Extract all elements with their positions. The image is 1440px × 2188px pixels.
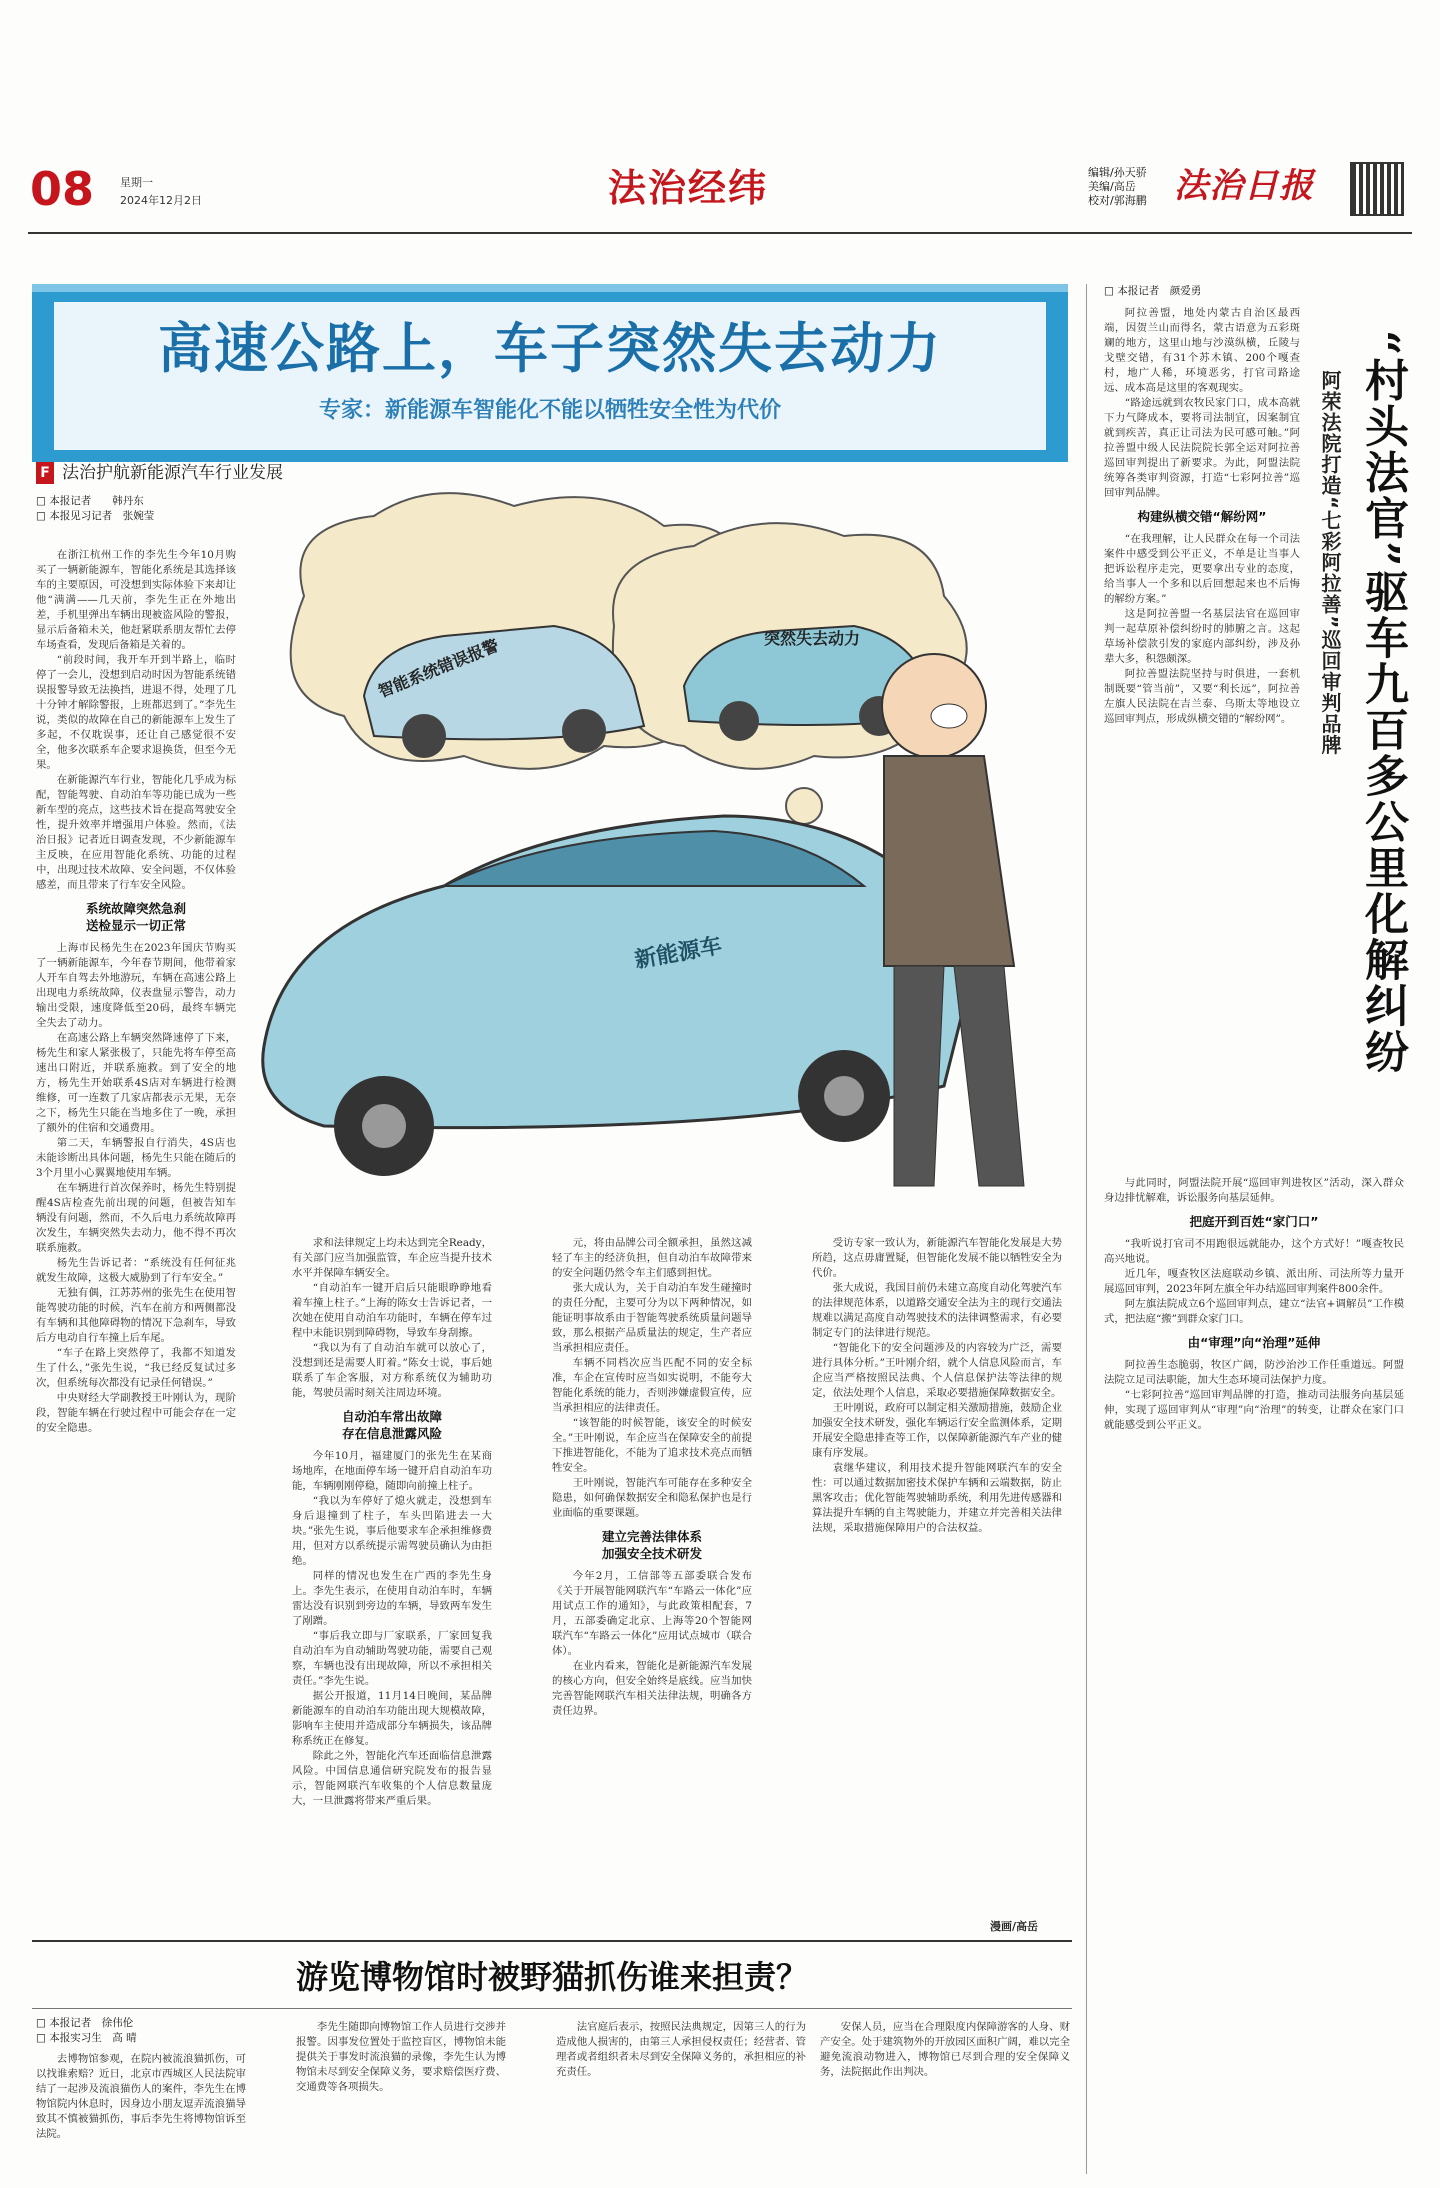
lead-subheading-3: 建立完善法律体系 加强安全技术研发 — [601, 1529, 702, 1561]
lead-subheading-2: 自动泊车常出故障 存在信息泄露风险 — [341, 1409, 442, 1441]
bottom-title-rule — [32, 2008, 1072, 2009]
cartoon-illustration — [244, 486, 1068, 1226]
sidebar-subheading-3: 由“审理”向“治理”延伸 — [1187, 1335, 1321, 1350]
sidebar-subheading-1: 构建纵横交错“解纷网” — [1137, 509, 1267, 524]
sidebar-byline: □ 本报记者 颜爱勇 — [1104, 285, 1202, 297]
paragraph: 阿拉善生态脆弱，牧区广阔，防沙治沙工作任重道远。阿盟法院立足司法职能，加大生态环境司法保护力度。 — [1104, 1359, 1404, 1386]
bottom-col2 — [296, 2020, 506, 2182]
page-number: 08 — [30, 162, 95, 216]
paragraph: 上海市民杨先生在2023年国庆节购买了一辆新能源车，今年春节期间，他带着家人开车自驾去外地游玩，车辆在高速公路上出现电力系统故障，仪表盘显示警告，动力输出受限，速度降低至20码，最终车辆完全失去了动力。 — [36, 942, 236, 1029]
qr-code — [1350, 162, 1404, 216]
lead-title-inner — [54, 302, 1046, 450]
editor-credit: 编辑/孙天骄 — [1088, 166, 1147, 179]
header-staff — [1088, 166, 1147, 208]
paragraph: “我听说打官司不用跑很远就能办，这个方式好！”嘎查牧民高兴地说。 — [1104, 1238, 1404, 1265]
bottom-byline-2: □ 本报实习生 高 晴 — [36, 2032, 137, 2044]
paragraph: 除此之外，智能化汽车还面临信息泄露风险。中国信息通信研究院发布的报告显示，智能网联汽车收集的个人信息数量庞大，一旦泄露将带来严重后果。 — [292, 1750, 492, 1807]
sidebar-subtitle: 阿荣法院打造“七彩阿拉善”巡回审判品牌 — [1318, 370, 1342, 756]
masthead-logo: 法治日报 — [1174, 166, 1314, 206]
bottom-col1 — [36, 2052, 246, 2182]
paragraph: 安保人员，应当在合理限度内保障游客的人身、财产安全。处于建筑物外的开放园区面积广阔，难以完全避免流浪动物进入，博物馆已尽到合理的安全保障义务，法院据此作出判决。 — [820, 2021, 1070, 2078]
paragraph: 与此同时，阿盟法院开展“巡回审判进牧区”活动，深入群众身边排忧解难，诉讼服务向基层延伸。 — [1104, 1177, 1404, 1204]
bottom-title: 游览博物馆时被野猫抓伤谁来担责？ — [295, 1958, 808, 1996]
paragraph: 今年10月，福建厦门的张先生在某商场地库，在地面停车场一键开启自动泊车功能，车辆刚刚停稳，随即向前撞上柱子。 — [292, 1450, 492, 1492]
bottom-rule — [32, 1940, 1072, 1942]
bottom-col4 — [820, 2020, 1070, 2182]
paragraph: “我以为有了自动泊车就可以放心了，没想到还是需要人盯着。”陈女士说，事后她联系了车企客服，对方称系统仅为辅助功能，驾驶员需时刻关注周边环境。 — [292, 1342, 492, 1399]
bubble-right-label: 突然失去动力 — [764, 629, 861, 648]
paragraph: 李先生随即向博物馆工作人员进行交涉并报警。因事发位置处于监控盲区，博物馆未能提供关于事发时流浪猫的录像，李先生认为博物馆未尽到安全保障义务，要求赔偿医疗费、交通费等各项损失。 — [296, 2021, 506, 2093]
paragraph: 在高速公路上车辆突然降速停了下来，杨先生和家人紧张极了，只能先将车停至高速出口附近，并联系施救。到了安全的地方，杨先生开始联系4S店对车辆进行检测维修，可一连数了几家店都表示无果，无奈之下，杨先生只能在当地多住了一晚，承担了额外的住宿和交通费用。 — [36, 1032, 236, 1134]
paragraph: 王叶刚说，政府可以制定相关激励措施，鼓励企业加强安全技术研发，强化车辆运行安全监测体系，定期开展安全隐患排查等工作，以保障新能源汽车产业的健康有序发展。 — [812, 1402, 1062, 1459]
paragraph: 王叶刚说，智能汽车可能存在多种安全隐患，如何确保数据安全和隐私保护也是行业面临的重要课题。 — [552, 1477, 752, 1519]
lead-col2 — [292, 1236, 492, 1936]
paragraph: “七彩阿拉善”巡回审判品牌的打造，推动司法服务向基层延伸，实现了巡回审判从“审理”向“治理”的转变，让群众在家门口就能感受到公平正义。 — [1104, 1389, 1404, 1431]
paragraph: 这是阿拉善盟一名基层法官在巡回审判一起草原补偿纠纷时的肺腑之言。这起草场补偿款引发的家庭内部纠纷，涉及孙辈大多，积怨颇深。 — [1104, 608, 1300, 665]
lead-col4 — [812, 1236, 1062, 1916]
paragraph: 在浙江杭州工作的李先生今年10月购买了一辆新能源车，智能化系统是其选择该车的主要原因，可没想到实际体验下来却让他“满满——几天前，李先生正在外地出差，手机里弹出车辆出现被盗风险的警报，显示后备箱未关，他赶紧联系朋友帮忙去停车场查看，发现后备箱是关着的。 — [36, 549, 236, 651]
lead-subheading-1: 系统故障突然急刹 送检显示一切正常 — [85, 901, 186, 933]
paragraph: 同样的情况也发生在广西的李先生身上。李先生表示，在使用自动泊车时，车辆雷达没有识别到旁边的车辆，导致两车发生了剐蹭。 — [292, 1570, 492, 1627]
designer-credit: 美编/高岳 — [1088, 180, 1136, 193]
sidebar-col-top — [1104, 306, 1300, 1166]
car-label: 新能源车 — [632, 933, 724, 974]
page-header — [28, 160, 1412, 230]
paragraph: “该智能的时候智能，该安全的时候安全。”王叶刚说，车企应当在保障安全的前提下推进智能化，不能为了追求技术亮点而牺牲安全。 — [552, 1417, 752, 1474]
lead-title: 高速公路上，车子突然失去动力 — [158, 317, 942, 380]
paragraph: “前段时间，我开车开到半路上，临时停了一会儿，没想到启动时因为智能系统错误报警导致无法换挡，进退不得，处理了几十分钟才解除警报，上班都迟到了。”李先生说，类似的故障在自己的新能源车上发生了多起，不仅耽误事，还让自己感觉很不安全，他多次联系车企要求退换货，但至今无果。 — [36, 654, 236, 771]
lead-title-banner — [32, 284, 1068, 462]
lead-subtitle: 专家：新能源车智能化不能以牺牲安全性为代价 — [318, 398, 781, 423]
paragraph: 阿拉善盟法院坚持与时俱进，一套机制既要“管当前”，又要“利长远”，阿拉善左旗人民法院在吉兰泰、乌斯太等地设立巡回审判点，形成纵横交错的“解纷网”。 — [1104, 668, 1300, 725]
paragraph: “智能化下的安全问题涉及的内容较为广泛，需要进行具体分析。”王叶刚介绍，就个人信息风险而言，车企应当严格按照民法典、个人信息保护法等法律的规定，依法处理个人信息，采取必要措施保障数据安全。 — [812, 1342, 1062, 1399]
paragraph: 在业内看来，智能化是新能源汽车发展的核心方向，但安全始终是底线。应当加快完善智能网联汽车相关法律法规，明确各方责任边界。 — [552, 1660, 752, 1717]
lead-col3 — [552, 1236, 752, 1936]
lead-col1 — [36, 548, 236, 1436]
paragraph: 车辆不同档次应当匹配不同的安全标准，车企在宣传时应当如实说明，不能夸大智能化系统的能力，否则涉嫌虚假宣传，应当承担相应的法律责任。 — [552, 1357, 752, 1414]
paragraph: “事后我立即与厂家联系，厂家回复我自动泊车为自动辅助驾驶功能，需要自己观察，车辆也没有出现故障，所以不承担相关责任。”李先生说。 — [292, 1630, 492, 1687]
paragraph: 法官庭后表示，按照民法典规定，因第三人的行为造成他人损害的，由第三人承担侵权责任；经营者、管理者或者组织者未尽到安全保障义务的，承担相应的补充责任。 — [556, 2021, 806, 2078]
section-title: 法治经纬 — [608, 165, 769, 210]
paragraph: 在车辆进行首次保养时，杨先生特别提醒4S店检查先前出现的问题，但被告知车辆没有问题，然而，不久后电力系统故障再次发生，车辆突然失去动力，他不得不再次联系施救。 — [36, 1182, 236, 1254]
sidebar-col-bottom — [1104, 1176, 1404, 2176]
illustration-credit: 漫画/高岳 — [990, 1920, 1039, 1933]
paragraph: 受访专家一致认为，新能源汽车智能化发展是大势所趋，这点毋庸置疑，但智能化发展不能以牺牲安全为代价。 — [812, 1237, 1062, 1279]
paragraph: 张大成认为，关于自动泊车发生碰撞时的责任分配，主要可分为以下两种情况，如能证明事故系由于智能驾驶系统质量问题导致，那么根据产品质量法的规定，生产者应当承担相应责任。 — [552, 1282, 752, 1354]
paragraph: “车子在路上突然停了，我都不知道发生了什么，”张先生说，“我已经反复试过多次，但系统每次都没有记录任何错误。” — [36, 1347, 236, 1389]
paragraph: 近几年，嘎查牧区法庭联动乡镇、派出所、司法所等力量开展巡回审判，2023年阿左旗全年办结巡回审判案件800余件。 — [1104, 1268, 1404, 1295]
paragraph: 在新能源汽车行业，智能化几乎成为标配，智能驾驶、自动泊车等功能已成为一些新车型的亮点，这些技术旨在提高驾驶安全性，提升效率并增强用户体验。然而，《法治日报》记者近日调查发现，不少新能源车主反映，在应用智能化系统、功能的过程中，出现过技术故障、安全问题，不仅体验感差，而且带来了行车安全风险。 — [36, 774, 236, 891]
worried-man — [882, 654, 1024, 1186]
paragraph: 无独有偶，江苏苏州的张先生在使用智能驾驶功能的时候，汽车在前方和两侧都没有车辆和其他障碍物的情况下急刹车，导致后方电动自行车撞上后车尾。 — [36, 1287, 236, 1344]
header-date: 2024年12月2日 — [120, 194, 202, 207]
lead-byline — [36, 494, 236, 524]
paragraph: 阿左旗法院成立6个巡回审判点，建立“法官+调解员”工作模式，把法庭“搬”到群众家门口。 — [1104, 1298, 1404, 1325]
column-divider — [1086, 284, 1087, 2174]
paragraph: 第二天，车辆警报自行消失，4S店也未能诊断出具体问题，杨先生只能在随后的3个月里小心翼翼地使用车辆。 — [36, 1137, 236, 1179]
paragraph: 杨先生告诉记者：“系统没有任何征兆就发生故障，这极大威胁到了行车安全。” — [36, 1257, 236, 1284]
cartoon-svg — [244, 486, 1068, 1226]
paragraph: 袁继华建议，利用技术提升智能网联汽车的安全性：可以通过数据加密技术保护车辆和云端数据，防止黑客攻击；优化智能驾驶辅助系统，利用先进传感器和算法提升车辆的自主驾驶能力，并建立并完善相关法律法规，采取措施保障用户的合法权益。 — [812, 1462, 1062, 1534]
lead-byline-2: □ 本报见习记者 张婉莹 — [36, 510, 155, 522]
bubble-left-label: 智能系统错误报警 — [375, 635, 502, 702]
column-tag-icon: F — [36, 462, 54, 484]
bottom-byline — [36, 2016, 236, 2046]
header-rule — [28, 232, 1412, 234]
paragraph: “路途远就到农牧民家门口，成本高就下力气降成本，要将司法制宜，因案制宜就到疾苦，真正让司法为民可感可触。”阿拉善盟中级人民法院院长郭全运对阿拉善巡回审判提出了新要求。为此，阿盟法院统筹各类审判资源，打造“七彩阿拉善”巡回审判品牌。 — [1104, 397, 1300, 499]
column-tag-label: 法治护航新能源汽车行业发展 — [62, 463, 283, 483]
big-car — [263, 816, 964, 1176]
paragraph: 元，将由品牌公司全额承担，虽然这减轻了车主的经济负担，但自动泊车故障带来的安全问题仍然令车主们感到担忧。 — [552, 1237, 752, 1279]
lead-byline-1: □ 本报记者 韩丹东 — [36, 495, 144, 507]
paragraph: “我以为车停好了熄火就走，没想到车身后退撞到了柱子，车头凹陷进去一大块。”张先生说，事后他要求车企承担维修费用，但对方以系统提示需驾驶员确认为由拒绝。 — [292, 1495, 492, 1567]
paragraph: 今年2月，工信部等五部委联合发布《关于开展智能网联汽车“车路云一体化”应用试点工作的通知》，与此政策相配套，7月，五部委确定北京、上海等20个智能网联汽车“车路云一体化”应用试点城市（联合体）。 — [552, 1570, 752, 1657]
sidebar-title: “村头法官”驱车九百多公里化解纠纷 — [1357, 330, 1408, 1075]
paragraph: 张大成说，我国目前仍未建立高度自动化驾驶汽车的法律规范体系，以道路交通安全法为主的现行交通法规难以满足高度自动驾驶技术的法律调整需求，有必要制定专门的法律进行规范。 — [812, 1282, 1062, 1339]
header-weekday: 星期一 — [120, 176, 153, 189]
paragraph: 求和法律规定上均未达到完全Ready，有关部门应当加强监管，车企应当提升技术水平并保障车辆安全。 — [292, 1237, 492, 1279]
paragraph: 去博物馆参观，在院内被流浪猫抓伤，可以找谁索赔？近日，北京市西城区人民法院审结了一起涉及流浪猫伤人的案件，李先生在博物馆院内休息时，因身边小朋友逗弄流浪猫导致其不慎被猫抓伤，事后李先生将博物馆诉至法院。 — [36, 2053, 246, 2140]
column-tag — [36, 460, 736, 486]
paragraph: 阿拉善盟，地处内蒙古自治区最西端，因贺兰山而得名，蒙古语意为五彩斑斓的地方，这里山地与沙漠纵横，丘陵与戈壁交错，有31个苏木镇、200个嘎查村，地广人稀，环境恶劣，打官司路途远、成本高是这里的客观现实。 — [1104, 307, 1300, 394]
paragraph: “在我理解，让人民群众在每一个司法案件中感受到公平正义，不单是让当事人把诉讼程序走完，更要拿出专业的态度，给当事人一个多和以后回想起来也不后悔的解纷方案。” — [1104, 533, 1300, 605]
paragraph: “自动泊车一键开启后只能眼睁睁地看着车撞上柱子。”上海的陈女士告诉记者，一次她在使用自动泊车功能时，车辆在停车过程中未能识别到障碍物，导致车身刮擦。 — [292, 1282, 492, 1339]
sidebar-subheading-2: 把庭开到百姓“家门口” — [1189, 1214, 1319, 1229]
bottom-byline-1: □ 本报记者 徐伟伦 — [36, 2017, 134, 2029]
proofreader-credit: 校对/郭海鹏 — [1088, 194, 1147, 207]
bottom-col3 — [556, 2020, 806, 2182]
paragraph: 据公开报道，11月14日晚间，某品牌新能源车的自动泊车功能出现大规模故障，影响车主使用并造成部分车辆损失，该品牌称系统正在修复。 — [292, 1690, 492, 1747]
paragraph: 中央财经大学副教授王叶刚认为，现阶段，智能车辆在行驶过程中可能会存在一定的安全隐患。 — [36, 1392, 236, 1434]
